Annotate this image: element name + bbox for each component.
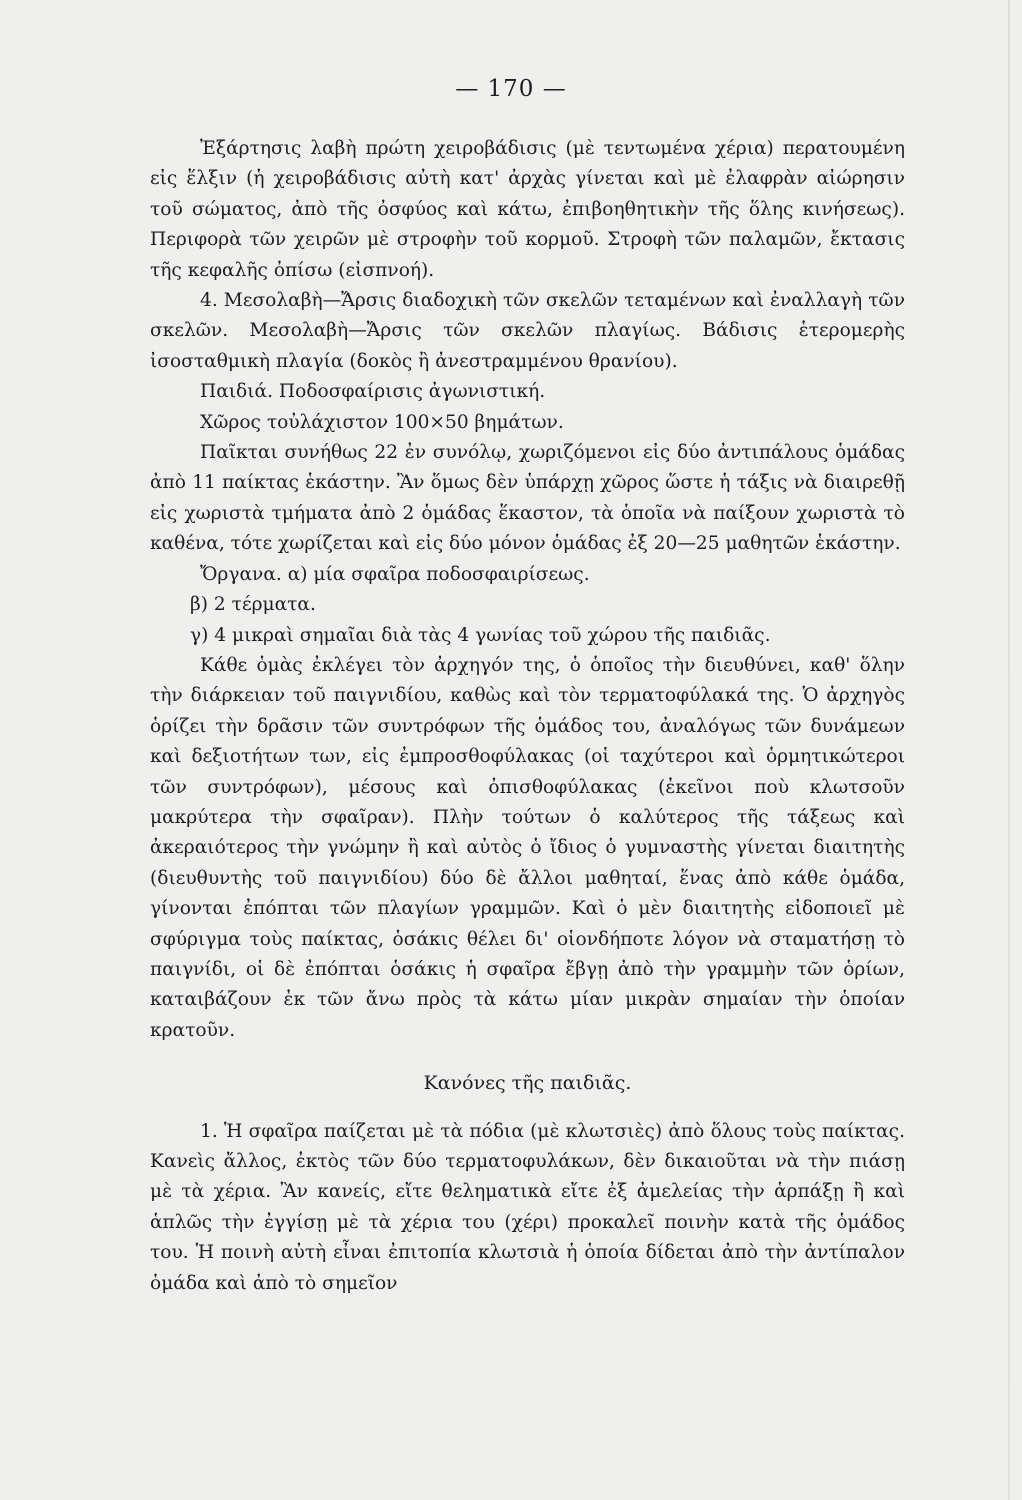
page-number: — 170 — — [455, 76, 567, 102]
paragraph-players: Παῖκται συνήθως 22 ἐν συνόλῳ, χωριζόμενοι εἰς δύο ἀντιπάλους ὁμάδας ἀπὸ 11 παίκτας ἑκάστην. Ἂν ὅμως δὲν ὑπάρχῃ χῶρος ὥστε ἡ τάξις νὰ διαιρεθῇ εἰς χωριστὰ τμήματα ἀπὸ 2 ὁμάδας ἕκαστον, τὰ ὁποῖα νὰ παίξουν χωριστὰ τὸ καθένα, τότε χωρίζεται καὶ εἰς δύο μόνον ὁμάδας ἐξ 20—25 μαθητῶν ἑκάστην. — [150, 442, 905, 555]
equipment-item-flags: γ) 4 μικραὶ σημαῖαι διὰ τὰς 4 γωνίας τοῦ χώρου τῆς παιδιᾶς. — [190, 624, 771, 646]
binding-edge — [1008, 0, 1010, 1500]
paragraph-exercise-4: 4. Μεσολαβὴ—Ἄρσις διαδοχικὴ τῶν σκελῶν τεταμένων καὶ ἐναλλαγὴ τῶν σκελῶν. Μεσολαβὴ—Ἄρσις τῶν σκελῶν πλαγίως. Βάδισις ἑτερομερὴς ἰσοσταθμικὴ πλαγία (δοκὸς ἢ ἀνεστραμμένου θρανίου). — [150, 290, 905, 372]
paragraph-field-size: Χῶρος τοὐλάχιστον 100×50 βημάτων. — [200, 411, 564, 433]
equipment-item-goals: β) 2 τέρματα. — [190, 594, 316, 616]
section-heading-rules: Κανόνες τῆς παιδιᾶς. — [423, 1072, 632, 1095]
paragraph-rule-1: 1. Ἡ σφαῖρα παίζεται μὲ τὰ πόδια (μὲ κλωτσιὲς) ἀπὸ ὅλους τοὺς παίκτας. Κανεὶς ἄλλος, ἐκτὸς τῶν δύο τερματοφυλάκων, δὲν δικαιοῦται νὰ τὴν πιάσῃ μὲ τὰ χέρια. Ἂν κανείς, εἴτε θεληματικὰ εἴτε ἐξ ἀμελείας τὴν ἁρπάξῃ ἢ καὶ ἁπλῶς τὴν ἐγγίσῃ μὲ τὰ χέρια του (χέρι) προκαλεῖ ποινὴν κατὰ τῆς ὁμάδος του. Ἡ ποινὴ αὐτὴ εἶναι ἐπιτοπία κλωτσιὰ ἡ ὁποία δίδεται ἀπὸ τὴν ἀντίπαλον ὁμάδα καὶ ἀπὸ τὸ σημεῖον — [150, 1120, 905, 1294]
page-body — [150, 134, 905, 1299]
equipment-item-ball: Ὄργανα. α) μία σφαῖρα ποδοσφαιρίσεως. — [200, 563, 590, 585]
paragraph-team-organization: Κάθε ὁμὰς ἐκλέγει τὸν ἀρχηγόν της, ὁ ὁποῖος τὴν διευθύνει, καθ' ὅλην τὴν διάρκειαν τοῦ παιγνιδίου, καθὼς καὶ τὸν τερματοφύλακά της. Ὁ ἀρχηγὸς ὁρίζει τὴν δρᾶσιν τῶν συντρόφων τῆς ὁμάδος του, ἀναλόγως τῶν δυνάμεων καὶ δεξιοτήτων των, εἰς ἐμπροσθοφύλακας (οἱ ταχύτεροι καὶ ὁρμητικώτεροι τῶν συντρόφων), μέσους καὶ ὀπισθοφύλακας (ἐκεῖνοι ποὺ κλωτσοῦν μακρύτερα τὴν σφαῖραν). Πλὴν τούτων ὁ καλύτερος τῆς τάξεως καὶ ἀκεραιότερος τὴν γνώμην ἢ καὶ αὐτὸς ὁ ἴδιος ὁ γυμναστὴς γίνεται διαιτητὴς (διευθυντὴς τοῦ παιγνιδίου) δύο δὲ ἄλλοι μαθηταί, ἕνας ἀπὸ κάθε ὁμάδα, γίνονται ἐπόπται τῶν πλαγίων γραμμῶν. Καὶ ὁ μὲν διαιτητὴς εἰδοποιεῖ μὲ σφύριγμα τοὺς παίκτας, ὁσάκις θέλει δι' οἱονδήποτε λόγον νὰ σταματήσῃ τὸ παιγνίδι, οἱ δὲ ἐπόπται ὁσάκις ἡ σφαῖρα ἔβγῃ ἀπὸ τὴν γραμμὴν τῶν ὁρίων, καταιβάζουν ἐκ τῶν ἄνω πρὸς τὰ κάτω μίαν μικρὰν σημαίαν τὴν ὁποίαν κρατοῦν. — [150, 654, 905, 1041]
paragraph-game-title: Παιδιά. Ποδοσφαίρισις ἀγωνιστική. — [200, 381, 546, 403]
paragraph-exercise-suspension: Ἐξάρτησις λαβὴ πρώτη χειροβάδισις (μὲ τεντωμένα χέρια) περατουμένη εἰς ἕλξιν (ἡ χειροβάδισις αὐτὴ κατ' ἀρχὰς γίνεται καὶ μὲ ἐλαφρὰν αἰώρησιν τοῦ σώματος, ἀπὸ τῆς ὀσφύος καὶ κάτω, ἐπιβοηθητικὴν τῆς ὅλης κινήσεως). Περιφορὰ τῶν χειρῶν μὲ στροφὴν τοῦ κορμοῦ. Στροφὴ τῶν παλαμῶν, ἔκτασις τῆς κεφαλῆς ὀπίσω (εἰσπνοή). — [150, 138, 905, 281]
